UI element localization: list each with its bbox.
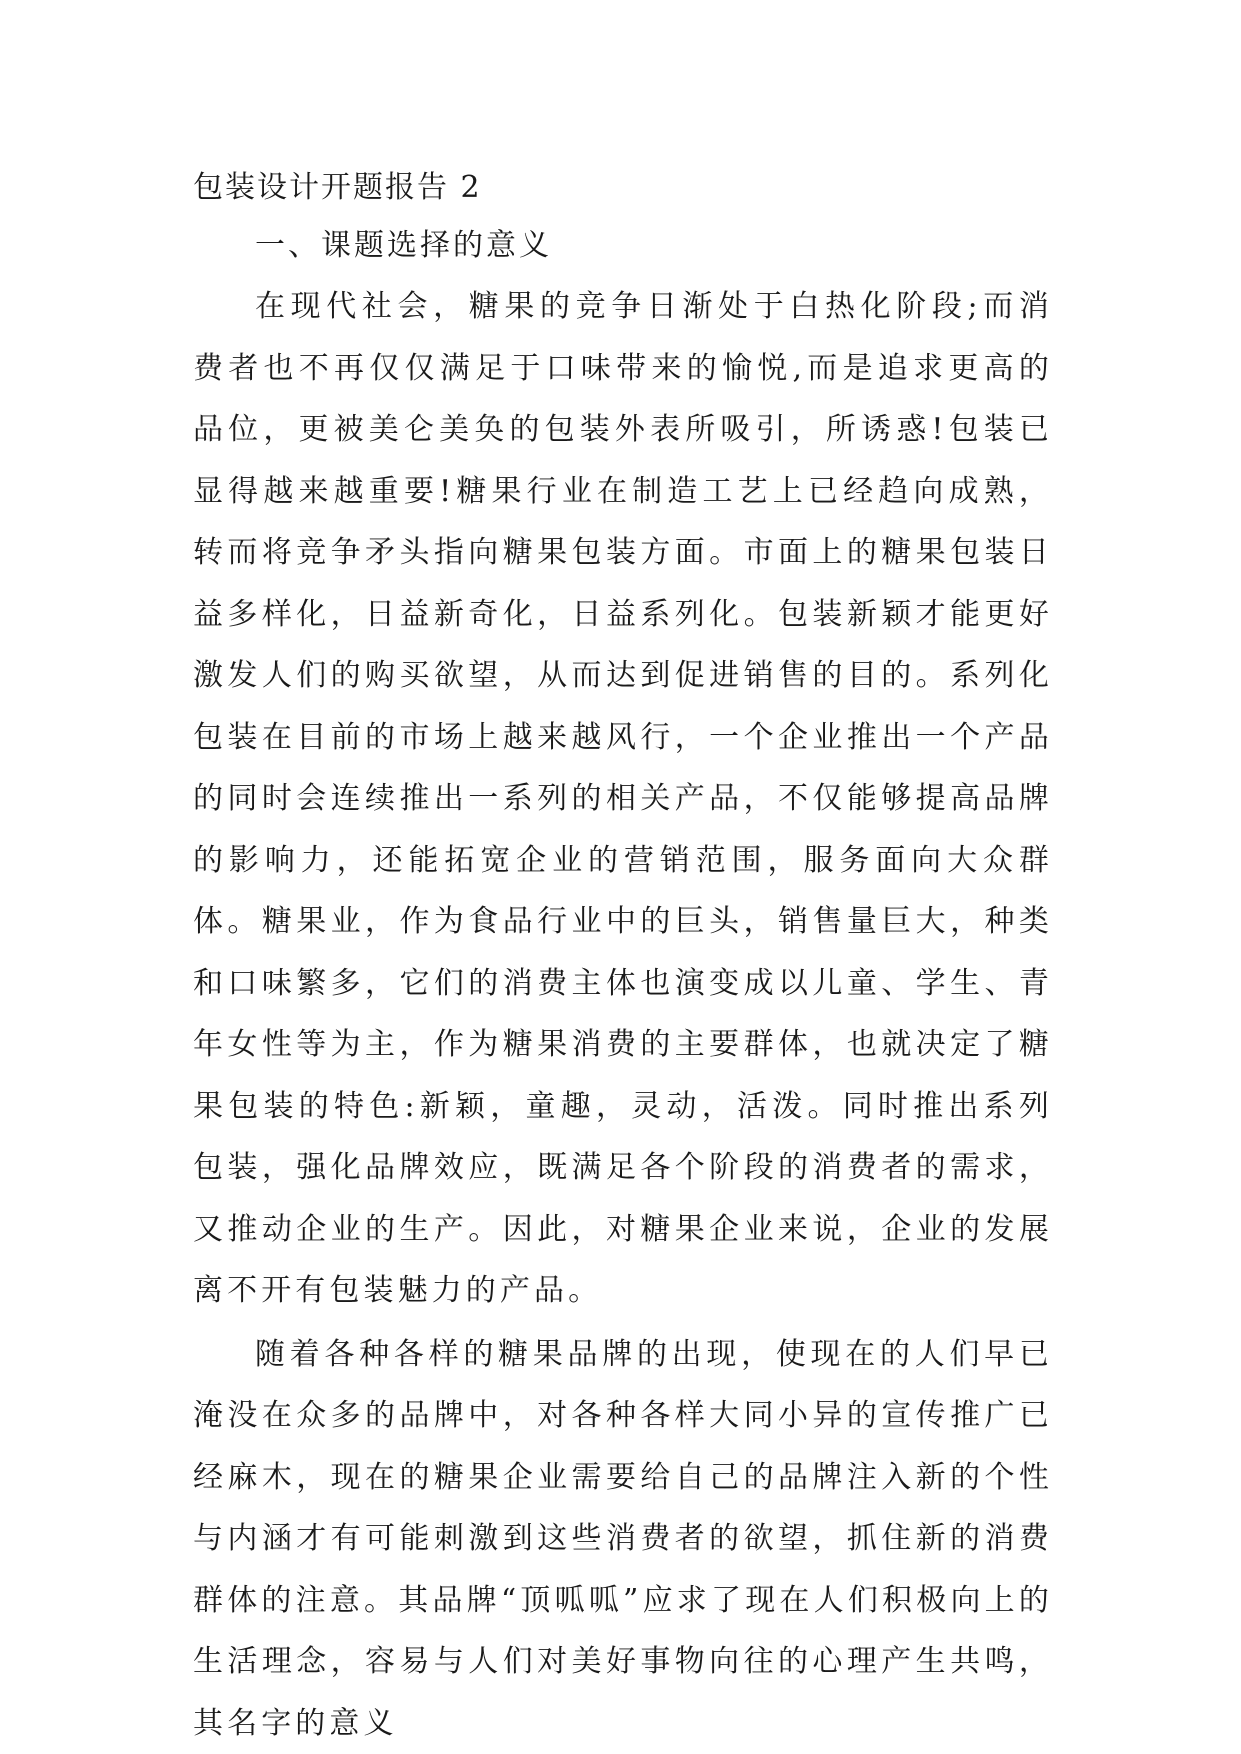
section-heading: 一、课题选择的意义 <box>255 228 552 263</box>
body-paragraph: 随着各种各样的糖果品牌的出现，使现在的人们早已淹没在众多的品牌中，对各种各样大同小异的宣传推广已经麻木，现在的糖果企业需要给自己的品牌注入新的个性与内涵才有可能刺激到这些消费者的欲望，抓住新的消费群体的注意。其品牌“顶呱呱”应求了现在人们积极向上的生活理念，容易与人们对美好事物向往的心理产生共鸣，其名字的意义 <box>193 1336 1053 1741</box>
document-body <box>193 160 1053 1754</box>
document-title: 包装设计开题报告 2 <box>193 170 482 205</box>
body-paragraph: 在现代社会，糖果的竞争日渐处于白热化阶段;而消费者也不再仅仅满足于口味带来的愉悦,而是追求更高的品位，更被美仑美奂的包装外表所吸引，所诱惑!包装已显得越来越重要!糖果行业在制造工艺上已经趋向成熟，转而将竞争矛头指向糖果包装方面。市面上的糖果包装日益多样化，日益新奇化，日益系列化。包装新颖才能更好激发人们的购买欲望，从而达到促进销售的目的。系列化包装在目前的市场上越来越风行，一个企业推出一个产品的同时会连续推出一系列的相关产品，不仅能够提高品牌的影响力，还能拓宽企业的营销范围，服务面向大众群体。糖果业，作为食品行业中的巨头，销售量巨大，种类和口味繁多，它们的消费主体也演变成以儿童、学生、青年女性等为主，作为糖果消费的主要群体，也就决定了糖果包装的特色:新颖，童趣，灵动，活泼。同时推出系列包装，强化品牌效应，既满足各个阶段的消费者的需求，又推动企业的生产。因此，对糖果企业来说，企业的发展离不开有包装魅力的产品。 <box>193 289 1053 1308</box>
